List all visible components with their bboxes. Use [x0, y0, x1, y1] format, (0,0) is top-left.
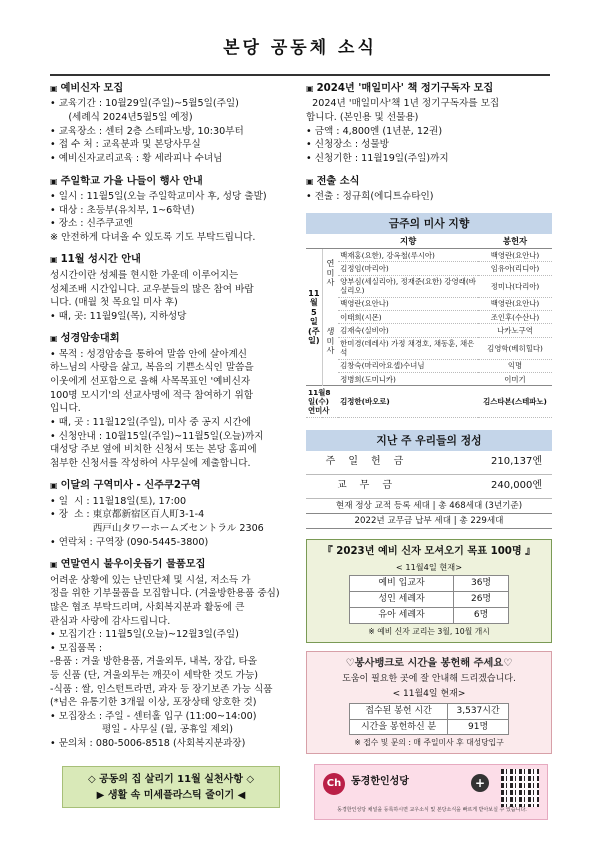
- mass-row: [306, 275, 552, 297]
- s4-line: 100명 모시기'의 선교사명에 적극 참여하기 위함: [50, 389, 254, 401]
- stat-value: 91명: [448, 719, 509, 735]
- r1-title-text: 2024년 '매일미사' 책 정기구독자 모집: [316, 83, 494, 94]
- col-donor: 봉헌자: [478, 234, 552, 249]
- mass-intent: 백재홍(요한), 강옥철(루시아): [338, 249, 478, 262]
- mass-intentions-box: [306, 213, 552, 418]
- section-s3: [50, 253, 302, 323]
- mass-intent: 이태희(시몬): [338, 311, 478, 324]
- s4-line: 이웃에게 선포함으로 올해 사목목표인 '예비신자: [50, 376, 251, 388]
- stat-label: 접수된 봉헌 시간: [350, 703, 448, 719]
- s3-title: [50, 253, 302, 267]
- offering-row: [306, 451, 552, 475]
- s6-line: • 모집품목 :: [50, 642, 103, 654]
- mass-date: 11월5일(주일): [306, 249, 322, 386]
- mass-group-dead: 연미사: [326, 258, 335, 287]
- mass-donor: 나카노구역: [478, 324, 552, 337]
- offering-note: 2022년 교무금 납부 세대 | 총 229세대: [306, 514, 552, 529]
- stat-row: [350, 703, 509, 719]
- channel-name: 동경한인성당: [351, 776, 409, 787]
- offering-label: 교무금: [337, 480, 405, 492]
- goal-title: 『 2023년 예비 신자 모셔오기 목표 100명 』: [322, 546, 536, 558]
- mass-intent: 한미경(데레사) 가정 채경호, 채동훈, 채은석: [338, 337, 478, 359]
- s6-title-text: 연말연시 불우이웃돕기 물품모집: [60, 559, 206, 571]
- mass-donor: 백영란(요안나): [478, 297, 552, 310]
- s1-line: • 예비신자교리교육 : 황 세라피나 수녀님: [50, 152, 223, 164]
- s4-line: • 때, 곳 : 11월12일(주일), 미사 중 공지 시간에: [50, 416, 252, 428]
- stat-row: [350, 607, 509, 623]
- section-s6: [50, 558, 302, 750]
- mass-intent: 정병희(도미니카): [338, 373, 478, 386]
- section-bullet-icon: ▣: [50, 255, 58, 265]
- section-transfer-news: [306, 175, 552, 204]
- s6-line: • 문의처 : 080-5006-8518 (사회복지분과장): [50, 738, 246, 750]
- s6-title: [50, 558, 302, 572]
- mass-foot-donor: 김스타본(스테파노): [478, 386, 552, 417]
- r1-line: 합니다. (본인용 및 선물용): [306, 112, 419, 124]
- s2-line: • 일시 : 11월5일(오늘 주일학교미사 후, 성당 출발): [50, 191, 267, 203]
- section-bullet-icon: ▣: [306, 84, 314, 93]
- offering-heading: 지난 주 우리들의 정성: [306, 430, 552, 451]
- stat-label: 시간을 봉헌하신 분: [350, 719, 448, 735]
- offering-note: 현재 정상 교적 등록 세대 | 총 468세대 (3년기준): [306, 499, 552, 514]
- col-intent: 지향: [338, 234, 478, 249]
- s4-line: 첨부한 신청서를 작성하여 사무실에 제출합니다.: [50, 457, 251, 469]
- stat-label: 예비 입교자: [350, 576, 454, 592]
- offering-value: 240,000엔: [490, 480, 542, 492]
- s3-title-text: 11월 성시간 안내: [60, 254, 141, 266]
- s6-line: 등 신품 (단, 겨울외투는 깨끗이 세탁한 것도 가능): [50, 670, 258, 682]
- section-bullet-icon: ▣: [50, 481, 58, 491]
- volunteer-bank-box: [306, 651, 552, 755]
- offering-value: 210,137엔: [490, 456, 542, 468]
- stat-value: 26명: [454, 592, 509, 608]
- stat-row: [350, 719, 509, 735]
- volunteer-sub: 도움이 필요한 곳에 잘 안내해 드리겠습니다.: [342, 674, 516, 685]
- s6-line: 많은 협조 부탁드리며, 사회복지분과 활동에 큰: [50, 601, 245, 613]
- goal-table: [349, 575, 509, 623]
- offering-row: [306, 475, 552, 499]
- section-s4: [50, 332, 302, 470]
- s4-title: [50, 332, 302, 346]
- mass-donor: 익명: [478, 359, 552, 372]
- section-s1: [50, 82, 302, 166]
- stat-label: 유아 세례자: [350, 607, 454, 623]
- mass-row: [306, 249, 552, 262]
- title-divider: [50, 74, 550, 76]
- stat-value: 6명: [454, 607, 509, 623]
- mass-row: [306, 311, 552, 324]
- mass-intentions-heading: 금주의 미사 지향: [306, 213, 552, 234]
- section-s2: [50, 175, 302, 245]
- mass-intent: 김재숙(실비아): [338, 324, 478, 337]
- section-bullet-icon: ▣: [50, 560, 58, 570]
- s3-line: 성시간이란 성체를 현시한 가운데 이루어지는: [50, 269, 239, 281]
- stat-label: 성인 세례자: [350, 592, 454, 608]
- s6-line: -식품 : 쌀, 인스턴트라면, 과자 등 장기보존 가능 식품: [50, 683, 273, 695]
- s6-line: 어려운 상황에 있는 난민단체 및 시설, 저소득 가: [50, 574, 251, 586]
- section-bullet-icon: ▣: [50, 176, 58, 186]
- mass-row: [306, 373, 552, 386]
- mass-donor: 조인후(수산나): [478, 311, 552, 324]
- section-bullet-icon: ▣: [50, 334, 58, 344]
- practice-line-2: ▶ 생활 속 미세플라스틱 줄이기 ◀: [96, 790, 246, 801]
- stat-row: [350, 592, 509, 608]
- s4-title-text: 성경암송대회: [60, 333, 120, 345]
- section-s5: [50, 479, 302, 549]
- volunteer-table: [349, 703, 509, 736]
- s5-title: [50, 479, 302, 493]
- mass-group-live: 생미사: [326, 326, 335, 356]
- volunteer-title: ♡봉사뱅크로 시간을 봉헌해 주세요♡: [345, 657, 513, 669]
- mass-donor: 임유아(리디아): [478, 262, 552, 275]
- volunteer-date: < 11월4일 현재>: [392, 688, 466, 699]
- s6-line: 평일 - 사무실 (월, 공휴일 제외): [50, 724, 234, 736]
- section-bullet-icon: ▣: [306, 176, 314, 186]
- goal-note: ※ 예비 신자 교리는 3월, 10월 개시: [368, 626, 490, 636]
- s5-line: 西戸山タワーホームズセントラル 2306: [50, 523, 264, 535]
- s6-line: 관심과 사랑에 감사드립니다.: [50, 615, 171, 627]
- channel-logo-icon: Ch: [323, 773, 345, 795]
- right-column: [306, 82, 552, 754]
- section-missal-subscription: [306, 82, 552, 166]
- s2-title: [50, 175, 302, 189]
- r2-title: [306, 175, 552, 189]
- s3-line: 성체조배 시간입니다. 교우분들의 많은 참여 바랍: [50, 283, 254, 295]
- s4-line: • 목적 : 성경암송을 통하여 말씀 안에 살아계신: [50, 348, 248, 360]
- r1-line: • 신청기한 : 11월19일(주일)까지: [306, 152, 449, 164]
- s6-line: -용품 : 겨울 방한용품, 겨울외투, 내복, 장갑, 타올: [50, 656, 258, 668]
- practice-line-1: ◇ 공동의 집 살리기 11월 실천사항 ◇: [87, 774, 255, 785]
- s3-line: 니다. (매월 첫 목요일 미사 후): [50, 297, 178, 309]
- mass-donor: 김영학(베히힐다): [478, 337, 552, 359]
- mass-intentions-table: [306, 234, 552, 418]
- mass-foot-date-text: 11월8일(수): [308, 387, 331, 406]
- s6-line: • 모집장소 : 주일 - 센터홀 입구 (11:00~14:00): [50, 710, 257, 722]
- mass-intent: 백영란(요안나): [338, 297, 478, 310]
- s1-line: • 교육기간 : 10월29일(주일)~5월5일(주일): [50, 98, 239, 110]
- s5-line: • 장 소 : 東京都新宿区百人町3-1-4: [50, 509, 205, 521]
- r1-line: • 신청장소 : 성물방: [306, 139, 389, 151]
- volunteer-note: ※ 접수 및 문의 : 매 주일미사 후 대성당입구: [354, 738, 504, 748]
- stat-value: 36명: [454, 576, 509, 592]
- mass-row: [306, 297, 552, 310]
- catechumen-goal-box: [306, 539, 552, 642]
- r1-line: • 금액 : 4,800엔 (1년분, 12권): [306, 125, 443, 137]
- page-title: 본당 공동체 소식: [223, 38, 377, 58]
- r2-title-text: 전출 소식: [316, 175, 360, 187]
- stat-value: 3,537시간: [448, 703, 509, 719]
- s2-line: • 대상 : 초등부(유치부, 1~6학년): [50, 204, 195, 216]
- qr-code-icon[interactable]: [501, 769, 539, 807]
- s1-line: • 접 수 처 : 교육분과 및 본당사무실: [50, 139, 201, 151]
- s1-line: • 교육장소 : 센터 2층 스테파노방, 10:30부터: [50, 125, 244, 137]
- s5-line: • 연락처 : 구역장 (090-5445-3800): [50, 536, 209, 548]
- s6-line: • 모집기간 : 11월5일(오늘)~12월3일(주일): [50, 629, 239, 641]
- s5-title-text: 이달의 구역미사 - 신주쿠2구역: [60, 480, 201, 492]
- practice-box: [62, 766, 280, 808]
- section-bullet-icon: ▣: [50, 84, 58, 93]
- s5-line: • 일 시 : 11월18일(토), 17:00: [50, 495, 187, 507]
- r1-title: [306, 82, 552, 96]
- mass-foot-group: 연미사: [308, 405, 330, 415]
- s6-line: 정을 위한 기부물품을 모집합니다. (겨울방한용품 중심): [50, 588, 280, 600]
- mass-foot-date: [306, 386, 338, 417]
- add-channel-icon[interactable]: +: [471, 774, 489, 792]
- s2-line: • 장소 : 신주쿠교엔: [50, 218, 133, 230]
- s6-line: (*넘은 유통기한 3개월 이상, 포장상태 양호한 것): [50, 697, 257, 709]
- mass-foot-row: [306, 386, 552, 417]
- mass-row: [306, 337, 552, 359]
- s2-line: ※ 안전하게 다녀올 수 있도록 기도 부탁드립니다.: [50, 231, 256, 243]
- goal-date: < 11월4일 현재>: [395, 561, 463, 572]
- stat-row: [350, 576, 509, 592]
- left-column: [50, 82, 302, 760]
- s3-line: • 때, 곳: 11월9일(목), 지하성당: [50, 310, 187, 322]
- offering-rows: [306, 451, 552, 529]
- s1-line: (세례식 2024년5월5일 예정): [50, 112, 193, 124]
- r1-line: 2024년 '매일미사'책 1년 정기구독자를 모집: [306, 98, 500, 110]
- page-title-wrap: [0, 36, 600, 60]
- mass-row: [306, 324, 552, 337]
- app-banner[interactable]: [314, 764, 548, 820]
- s4-line: 하느님의 사랑을 삶고, 복음의 기쁜소식인 말씀을: [50, 362, 254, 374]
- s4-line: 입니다.: [50, 403, 81, 415]
- s4-line: • 신청안내 : 10월15일(주일)~11월5일(오늘)까지: [50, 430, 264, 442]
- channel-description: 동경한인성당 채널을 등록하시면 교우소식 및 본당소식을 빠르게 받아보실 수 있습니다.: [337, 807, 527, 813]
- offering-label: 주일헌금: [325, 456, 417, 468]
- mass-row: [306, 359, 552, 372]
- mass-intent: 김정임(마리아): [338, 262, 478, 275]
- r2-line: • 전출 : 정규희(에디트슈타인): [306, 191, 434, 203]
- mass-row: [306, 262, 552, 275]
- mass-donor: 이미기: [478, 373, 552, 386]
- mass-donor: 백영란(요안나): [478, 249, 552, 262]
- mass-intent: 양부심(세실리아), 정재준(요한) 강영래(바실리오): [338, 275, 478, 297]
- s1-title-text: 예비신자 모집: [60, 83, 124, 94]
- mass-foot-intent: 김정한(바오로): [338, 386, 478, 417]
- mass-donor: 정미나(다리아): [478, 275, 552, 297]
- s2-title-text: 주일학교 가을 나들이 행사 안내: [60, 175, 203, 187]
- s4-line: 대성당 주보 옆에 비치한 신청서 또는 본당 홈피에: [50, 444, 257, 456]
- s1-title: [50, 82, 302, 96]
- mass-intent: 김창숙(마리아요셉)수녀님: [338, 359, 478, 372]
